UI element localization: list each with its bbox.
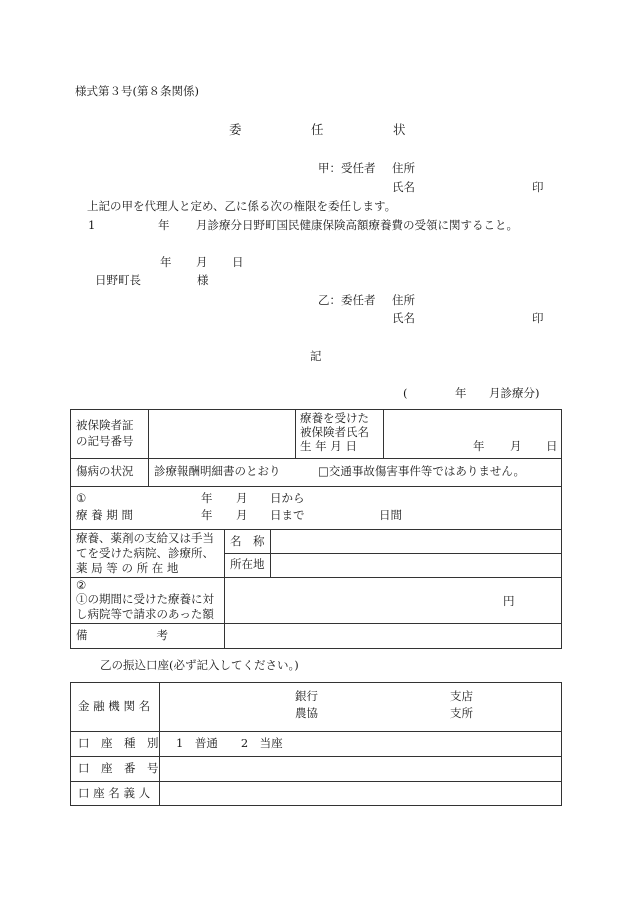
claim-table-rule (148, 458, 149, 486)
hospital-label: てを受けた病院、診療所、 (76, 546, 214, 560)
delegator-address-label: 住所 (392, 293, 415, 307)
period-to-year: 年 (201, 508, 213, 522)
principal-address-label: 住所 (392, 161, 415, 175)
delegator-label: 乙：委任者 (318, 293, 376, 307)
amount-label: し病院等で請求のあった額 (76, 607, 214, 621)
birth-month: 月 (510, 439, 522, 453)
claim-table-rule (70, 458, 562, 459)
period-days: 日間 (379, 508, 402, 522)
amount-unit: 円 (503, 594, 515, 608)
account-type-label: 口 座 種 別 (78, 736, 159, 750)
hospital-address-field[interactable] (272, 555, 560, 575)
insured-number-label: 被保険者証 (76, 418, 134, 432)
delegator-name-label: 氏名 (392, 311, 415, 325)
branch-type-branch: 支店 (450, 689, 473, 703)
account-type-options[interactable]: 1 普通 2 当座 (176, 736, 283, 750)
period-number: ① (76, 491, 87, 505)
period-to-month: 月 (236, 508, 248, 522)
date-day: 日 (232, 255, 244, 269)
claim-table-rule (270, 529, 271, 577)
account-table-rule (70, 731, 562, 732)
hospital-name-label: 名 称 (230, 534, 265, 548)
hospital-label: 薬 局 等 の 所 在 地 (76, 561, 179, 575)
period-from-year: 年 (201, 491, 213, 505)
addressee-honorific: 様 (197, 273, 209, 287)
claim-table-rule (295, 409, 296, 458)
hospital-label: 療養、薬剤の支給又は手当 (76, 531, 214, 545)
delegation-statement: 上記の甲を代理人と定め、乙に係る次の権限を委任します。 (87, 199, 397, 213)
account-table-rule (70, 781, 562, 782)
period-note-open: ( (403, 386, 408, 400)
claim-table-rule (224, 529, 225, 649)
form-number: 様式第３号(第８条関係) (75, 84, 199, 98)
period-note-year: 年 (455, 386, 467, 400)
branch-type-office: 支所 (450, 706, 473, 720)
remarks-label: 備 考 (76, 628, 168, 642)
period-from-day: 日から (270, 491, 305, 505)
illness-value: 診療報酬明細書のとおり (154, 464, 281, 478)
claim-table-rule (70, 577, 562, 578)
bank-type-bank: 銀行 (295, 689, 318, 703)
claim-table-rule (148, 409, 149, 458)
claim-table-rule (383, 409, 384, 458)
period-label: 療 養 期 間 (76, 508, 133, 522)
accident-checkbox[interactable]: □交通事故傷害事件等ではありません。 (318, 464, 526, 478)
period-to-day: 日まで (270, 508, 305, 522)
account-heading: 乙の振込口座(必ず記入してください。) (100, 658, 299, 672)
claim-table-rule (70, 529, 562, 530)
birth-day: 日 (546, 439, 558, 453)
bank-name-field[interactable] (161, 684, 291, 729)
bank-label: 金 融 機 関 名 (78, 699, 151, 713)
patient-name-label: 被保険者氏名 (300, 425, 369, 439)
account-table-rule (70, 756, 562, 757)
title-char-1: 委 (229, 122, 242, 137)
principal-name-label: 氏名 (392, 180, 415, 194)
title-char-2: 任 (311, 122, 324, 137)
hospital-address-label: 所在地 (230, 557, 265, 571)
claim-table-rule (224, 553, 562, 554)
account-number-label: 口 座 番 号 (78, 761, 159, 775)
patient-name-field[interactable] (385, 411, 560, 437)
account-holder-field[interactable] (161, 783, 560, 804)
claim-table-rule (70, 623, 562, 624)
addressee-name: 日野町長 (95, 273, 141, 287)
date-month: 月 (196, 255, 208, 269)
claim-table-rule (70, 486, 562, 487)
ki-heading: 記 (310, 349, 322, 363)
period-from-month: 月 (236, 491, 248, 505)
illness-label: 傷病の状況 (76, 464, 134, 478)
item1-year-unit: 年 (158, 218, 170, 232)
principal-seal: 印 (532, 180, 544, 194)
amount-field[interactable] (226, 579, 496, 621)
item1-number: 1 (88, 218, 96, 232)
amount-label: ①の期間に受けた療養に対 (76, 592, 214, 606)
birth-date-label: 生 年 月 日 (300, 439, 357, 453)
remarks-field[interactable] (226, 625, 560, 647)
delegator-seal: 印 (532, 311, 544, 325)
account-holder-label: 口 座 名 義 人 (78, 786, 151, 800)
birth-year: 年 (473, 439, 485, 453)
account-number-field[interactable] (161, 758, 560, 779)
bank-type-coop: 農協 (295, 706, 318, 720)
patient-name-label: 療養を受けた (300, 411, 369, 425)
period-note-text: 月診療分) (489, 386, 540, 400)
hospital-name-field[interactable] (272, 531, 560, 551)
insured-number-field[interactable] (150, 411, 293, 456)
item1-text: 月診療分日野町国民健康保険高額療養費の受領に関すること。 (196, 218, 518, 232)
title-char-3: 状 (393, 122, 406, 137)
principal-label: 甲：受任者 (318, 161, 376, 175)
date-year: 年 (160, 255, 172, 269)
insured-number-label: の記号番号 (76, 434, 134, 448)
amount-number: ② (76, 578, 87, 592)
account-table-rule (159, 682, 160, 806)
